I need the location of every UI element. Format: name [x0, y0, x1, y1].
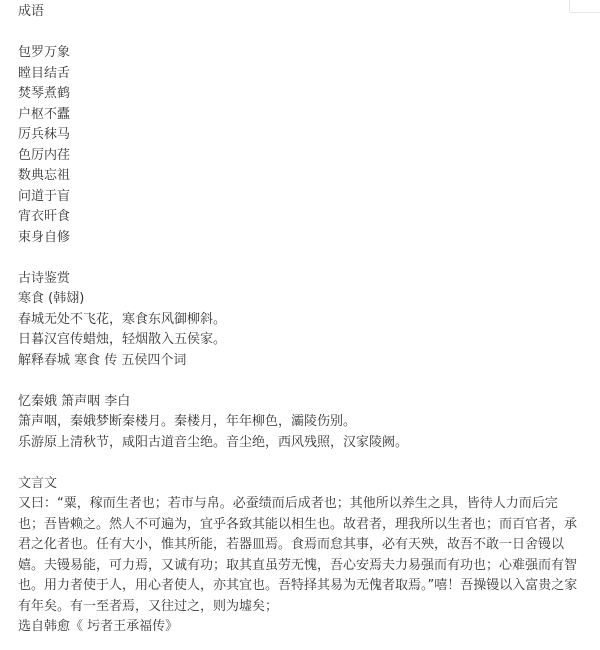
- poem1-task: 解释春城 寒食 传 五侯四个词: [18, 352, 187, 368]
- poetry-heading: 古诗鉴赏: [18, 270, 71, 286]
- idiom-item: 焚琴煮鹤: [18, 86, 71, 101]
- idiom-item: 束身自修: [18, 229, 71, 245]
- poem1-line: 春城无处不飞花，寒食东风御柳斜。: [18, 311, 227, 327]
- poem2-line: 乐游原上清秋节，咸阳古道音尘绝。音尘绝，西风残照，汉家陵阙。: [18, 434, 409, 450]
- poem2-title: 忆秦娥 箫声咽 李白: [18, 393, 131, 409]
- blank-line: [18, 23, 583, 44]
- blank-line: [18, 371, 583, 392]
- classical-heading: 文言文: [18, 475, 58, 491]
- idioms-heading: 成语: [18, 4, 45, 19]
- idiom-item: 数典忘祖: [18, 168, 71, 183]
- classical-text: 又曰：“粟，稼而生者也；若市与帛。必蚕绩而后成者也；其他所以养生之具，皆待人力而后完也；吾皆赖之。然人不可遍为，宜乎各致其能以相生也。故君者，理我所以生者也；而百官者，承君之化者也。任有大小，惟其所能，若器皿焉。食焉而怠其事，必有天殃，故吾不敢一日舍镘以嬉。夫镘易能，可力焉，又诚有功；取其直虽劳无愧，吾心安焉夫力易强而有功也；心难强而有智也。用力者使于人，用心者使人，亦其宜也。吾特择其易为无傀者取焉。”嘻！吾操镘以入富贵之家有年矣。有一至者焉，又往过之，则为墟矣；: [18, 496, 578, 614]
- poem1-title: 寒食 (韩翃): [18, 291, 85, 306]
- idiom-item: 瞠目结舌: [18, 65, 71, 81]
- idiom-item: 户枢不蠹: [18, 106, 71, 122]
- idiom-item: 问道于盲: [18, 188, 71, 204]
- idiom-item: 色厉内荏: [18, 147, 71, 163]
- idiom-item: 宵衣旰食: [18, 209, 71, 224]
- idiom-list: [18, 43, 583, 248]
- idiom-item: 厉兵秣马: [18, 127, 71, 142]
- poem2-line: 箫声咽，秦娥梦断秦楼月。秦楼月，年年柳色，灞陵伤别。: [18, 414, 357, 429]
- document-body: [18, 2, 583, 638]
- classical-source: 选自韩愈《 圬者王承福传》: [18, 619, 179, 634]
- poem1-line: 日暮汉宫传蜡烛，轻烟散入五侯家。: [18, 332, 227, 347]
- blank-line: [18, 248, 583, 269]
- blank-line: [18, 453, 583, 474]
- idiom-item: 包罗万象: [18, 45, 71, 60]
